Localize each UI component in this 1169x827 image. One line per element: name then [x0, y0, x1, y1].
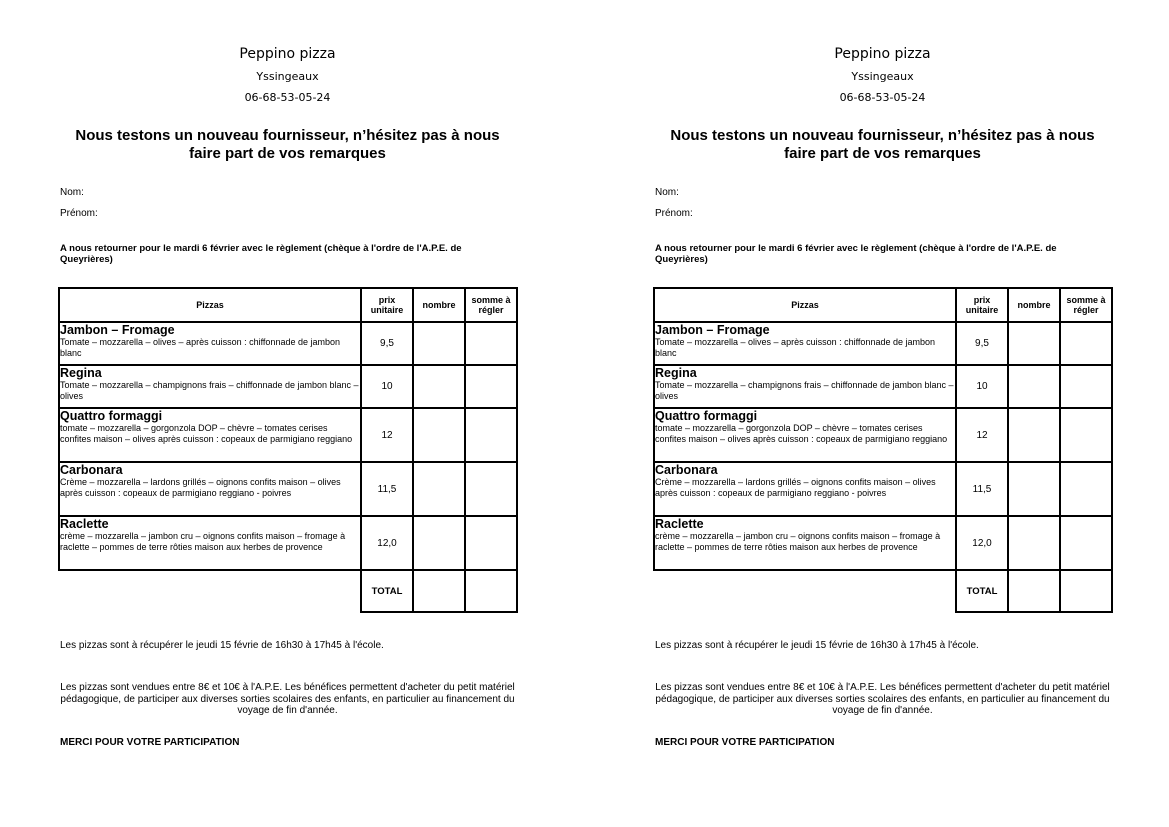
unit-price: 10 [361, 365, 413, 408]
pizza-cell [654, 322, 956, 365]
pizza-name: Carbonara [655, 463, 718, 477]
shop-phone: 06-68-53-05-24 [244, 91, 331, 104]
nom-label: Nom: [655, 187, 679, 198]
pizza-name: Jambon – Fromage [655, 323, 770, 337]
amount-cell[interactable] [1060, 408, 1112, 462]
unit-price: 9,5 [361, 322, 413, 365]
benefit-note: Les pizzas sont vendues entre 8€ et 10€ à l'A.P.E. Les bénéfices permettent d'acheter du petit matériel pédagogique, de participer aux diverses sorties scolaires des enfants, en particulier au financement du voyage de fin d'année. [655, 682, 1110, 716]
pizza-name: Quattro formaggi [60, 409, 163, 423]
pizza-cell [654, 408, 956, 462]
unit-price: 11,5 [361, 462, 413, 516]
pizza-description: Tomate – mozzarella – olives – après cuisson : chiffonnade de jambon blanc [60, 337, 340, 358]
unit-price: 9,5 [956, 322, 1008, 365]
quantity-cell[interactable] [413, 322, 465, 365]
amount-cell[interactable] [1060, 365, 1112, 408]
table-row [654, 462, 1112, 516]
pizza-name: Regina [655, 366, 697, 380]
unit-price: 12,0 [956, 516, 1008, 570]
col-header-pizzas: Pizzas [59, 288, 361, 322]
headline: Nous testons un nouveau fournisseur, n’hésitez pas à nous faire part de vos remarques [75, 127, 500, 162]
quantity-cell[interactable] [1008, 408, 1060, 462]
total-quantity-cell[interactable] [1008, 570, 1060, 612]
unit-price: 11,5 [956, 462, 1008, 516]
quantity-cell[interactable] [413, 408, 465, 462]
prenom-label: Prénom: [60, 208, 98, 219]
unit-price: 12 [956, 408, 1008, 462]
amount-cell[interactable] [465, 365, 517, 408]
pizza-cell [59, 516, 361, 570]
thanks-note: MERCI POUR VOTRE PARTICIPATION [655, 737, 835, 748]
col-header-nombre: nombre [413, 288, 465, 322]
amount-cell[interactable] [465, 516, 517, 570]
pizza-name: Quattro formaggi [655, 409, 758, 423]
col-header-somme: somme à régler [465, 288, 517, 322]
total-quantity-cell[interactable] [413, 570, 465, 612]
pizza-name: Regina [60, 366, 102, 380]
col-header-prix: prix unitaire [956, 288, 1008, 322]
table-row [59, 462, 517, 516]
total-amount-cell[interactable] [1060, 570, 1112, 612]
pizza-description: tomate – mozzarella – gorgonzola DOP – chèvre – tomates cerises confites maison – olives après cuisson : copeaux de parmigiano reggiano [60, 423, 353, 444]
nom-label: Nom: [60, 187, 84, 198]
order-table [653, 287, 1113, 613]
return-note: A nous retourner pour le mardi 6 février avec le règlement (chèque à l'ordre de l'A.P.E. de Queyrières) [655, 243, 1057, 265]
total-label: TOTAL [361, 570, 413, 612]
pizza-name: Carbonara [60, 463, 123, 477]
prenom-label: Prénom: [655, 208, 693, 219]
total-row [654, 570, 1112, 612]
col-header-prix: prix unitaire [361, 288, 413, 322]
order-form-left [60, 0, 530, 827]
quantity-cell[interactable] [413, 516, 465, 570]
pizza-name: Jambon – Fromage [60, 323, 175, 337]
table-header-row [59, 288, 517, 322]
amount-cell[interactable] [465, 462, 517, 516]
shop-town: Yssingeaux [851, 70, 914, 83]
unit-price: 12,0 [361, 516, 413, 570]
table-row [59, 516, 517, 570]
table-row [654, 365, 1112, 408]
quantity-cell[interactable] [1008, 462, 1060, 516]
pizza-description: crème – mozzarella – jambon cru – oignons confits maison – fromage à raclette – pommes de terre rôties maison aux herbes de provence [60, 531, 346, 552]
shop-town: Yssingeaux [256, 70, 319, 83]
pizza-cell [654, 462, 956, 516]
pizza-description: Tomate – mozzarella – champignons frais – chiffonnade de jambon blanc – olives [655, 380, 954, 401]
amount-cell[interactable] [1060, 516, 1112, 570]
table-row [654, 322, 1112, 365]
unit-price: 12 [361, 408, 413, 462]
headline: Nous testons un nouveau fournisseur, n’hésitez pas à nous faire part de vos remarques [670, 127, 1095, 162]
pizza-description: Crème – mozzarella – lardons grillés – oignons confits maison – olives après cuisson : copeaux de parmigiano reggiano - poivres [60, 477, 341, 498]
pizza-description: crème – mozzarella – jambon cru – oignons confits maison – fromage à raclette – pommes de terre rôties maison aux herbes de provence [655, 531, 941, 552]
pizza-description: tomate – mozzarella – gorgonzola DOP – chèvre – tomates cerises confites maison – olives après cuisson : copeaux de parmigiano reggiano [655, 423, 948, 444]
table-row [59, 408, 517, 462]
table-row [654, 516, 1112, 570]
quantity-cell[interactable] [1008, 516, 1060, 570]
shop-name: Peppino pizza [239, 46, 336, 62]
unit-price: 10 [956, 365, 1008, 408]
pizza-cell [59, 408, 361, 462]
pizza-cell [59, 365, 361, 408]
amount-cell[interactable] [1060, 322, 1112, 365]
col-header-nombre: nombre [1008, 288, 1060, 322]
table-row [59, 322, 517, 365]
empty-cell [654, 570, 956, 612]
total-amount-cell[interactable] [465, 570, 517, 612]
table-row [654, 408, 1112, 462]
thanks-note: MERCI POUR VOTRE PARTICIPATION [60, 737, 240, 748]
pizza-cell [59, 322, 361, 365]
total-row [59, 570, 517, 612]
table-header-row [654, 288, 1112, 322]
quantity-cell[interactable] [1008, 322, 1060, 365]
total-label: TOTAL [956, 570, 1008, 612]
benefit-note: Les pizzas sont vendues entre 8€ et 10€ à l'A.P.E. Les bénéfices permettent d'acheter du petit matériel pédagogique, de participer aux diverses sorties scolaires des enfants, en particulier au financement du voyage de fin d'année. [60, 682, 515, 716]
amount-cell[interactable] [465, 322, 517, 365]
pickup-note: Les pizzas sont à récupérer le jeudi 15 févrie de 16h30 à 17h45 à l'école. [655, 640, 979, 651]
table-row [59, 365, 517, 408]
pizza-cell [654, 516, 956, 570]
shop-name: Peppino pizza [834, 46, 931, 62]
pizza-description: Tomate – mozzarella – olives – après cuisson : chiffonnade de jambon blanc [655, 337, 935, 358]
pizza-description: Crème – mozzarella – lardons grillés – oignons confits maison – olives après cuisson : copeaux de parmigiano reggiano - poivres [655, 477, 936, 498]
quantity-cell[interactable] [1008, 365, 1060, 408]
shop-phone: 06-68-53-05-24 [839, 91, 926, 104]
pizza-name: Raclette [60, 517, 109, 531]
order-form-right [655, 0, 1125, 827]
order-table [58, 287, 518, 613]
pickup-note: Les pizzas sont à récupérer le jeudi 15 févrie de 16h30 à 17h45 à l'école. [60, 640, 384, 651]
quantity-cell[interactable] [413, 365, 465, 408]
pizza-name: Raclette [655, 517, 704, 531]
col-header-pizzas: Pizzas [654, 288, 956, 322]
return-note: A nous retourner pour le mardi 6 février avec le règlement (chèque à l'ordre de l'A.P.E. de Queyrières) [60, 243, 462, 265]
amount-cell[interactable] [1060, 462, 1112, 516]
pizza-cell [654, 365, 956, 408]
quantity-cell[interactable] [413, 462, 465, 516]
empty-cell [59, 570, 361, 612]
pizza-cell [59, 462, 361, 516]
col-header-somme: somme à régler [1060, 288, 1112, 322]
amount-cell[interactable] [465, 408, 517, 462]
pizza-description: Tomate – mozzarella – champignons frais – chiffonnade de jambon blanc – olives [60, 380, 359, 401]
